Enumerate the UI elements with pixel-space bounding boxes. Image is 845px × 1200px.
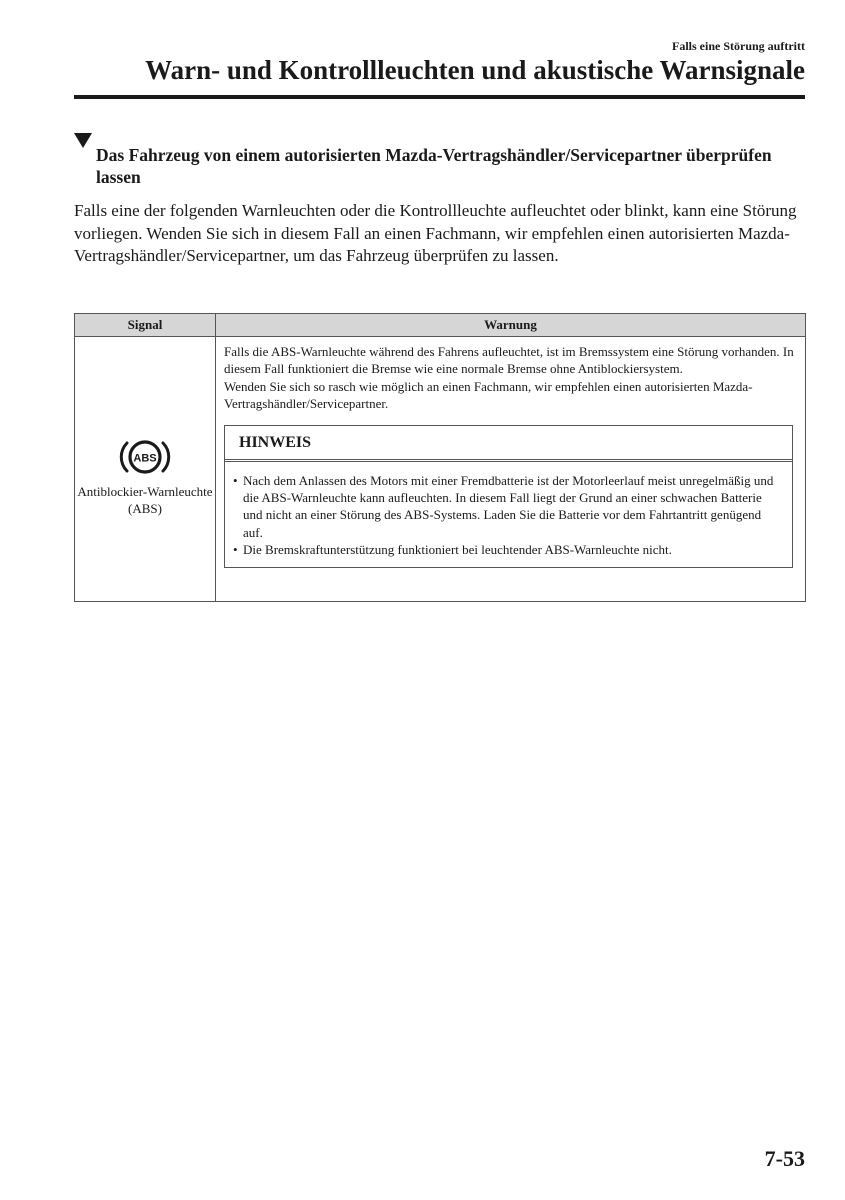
signal-cell — [75, 337, 216, 602]
page-number: 7-53 — [764, 1146, 805, 1171]
intro-paragraph: Falls eine der folgenden Warnleuchten oder die Kontrollleuchte aufleuchtet oder blinkt, kann eine Störung vorliegen. Wenden Sie sich in diesem Fall an einen Fachmann, wir empfehlen einen autorisierten Mazda-Vertragshändler/Servicepartner, um das Fahrzeug überprüfen zu lassen. — [74, 201, 797, 265]
title-rule — [74, 95, 805, 99]
note-item-text: Nach dem Anlassen des Motors mit einer Fremdbatterie ist der Motorleerlauf meist unregelmäßig und die ABS-Warnleuchte kann aufleuchten. In diesem Fall liegt der Grund an einer schwachen Batterie und nicht an einer Störung des ABS-Systems. Laden Sie die Batterie vor dem Fahrtantritt genügend auf. — [243, 472, 774, 540]
running-head: Falls eine Störung auftritt — [672, 39, 805, 53]
table-row — [75, 337, 806, 602]
bullet-icon: • — [233, 472, 238, 488]
abs-warning-icon — [117, 437, 173, 477]
note-box — [224, 425, 793, 568]
section-heading — [74, 144, 809, 188]
signal-label: Antiblockier-Warnleuchte (ABS) — [77, 484, 213, 516]
note-item — [233, 541, 782, 558]
warning-paragraph: Falls die ABS-Warnleuchte während des Fahrens aufleuchtet, ist im Bremssystem eine Störung vorhanden. In diesem Fall funktioniert die Bremse wie eine normale Bremse ohne Antiblockiersystem. — [224, 344, 794, 377]
triangle-marker-icon — [74, 147, 96, 191]
abs-icon-text: ABS — [133, 452, 157, 465]
warning-cell — [216, 337, 806, 602]
section-heading-text: Das Fahrzeug von einem autorisierten Mazda-Vertragshändler/Servicepartner überprüfen lassen — [96, 145, 772, 187]
note-title: HINWEIS — [225, 426, 792, 462]
column-header-signal: Signal — [75, 314, 216, 337]
note-item-text: Die Bremskraftunterstützung funktioniert bei leuchtender ABS-Warnleuchte nicht. — [243, 542, 672, 558]
page-title: Warn- und Kontrollleuchten und akustische Warnsignale — [145, 55, 805, 85]
warning-paragraph: Wenden Sie sich so rasch wie möglich an einen Fachmann, wir empfehlen einen autorisierten Mazda-Vertragshändler/Servicepartner. — [224, 378, 753, 412]
signal-table — [74, 313, 806, 602]
table-header-row — [75, 314, 806, 337]
note-item — [233, 472, 782, 542]
note-list — [225, 462, 792, 567]
bullet-icon: • — [233, 542, 238, 558]
column-header-warnung: Warnung — [216, 314, 806, 337]
